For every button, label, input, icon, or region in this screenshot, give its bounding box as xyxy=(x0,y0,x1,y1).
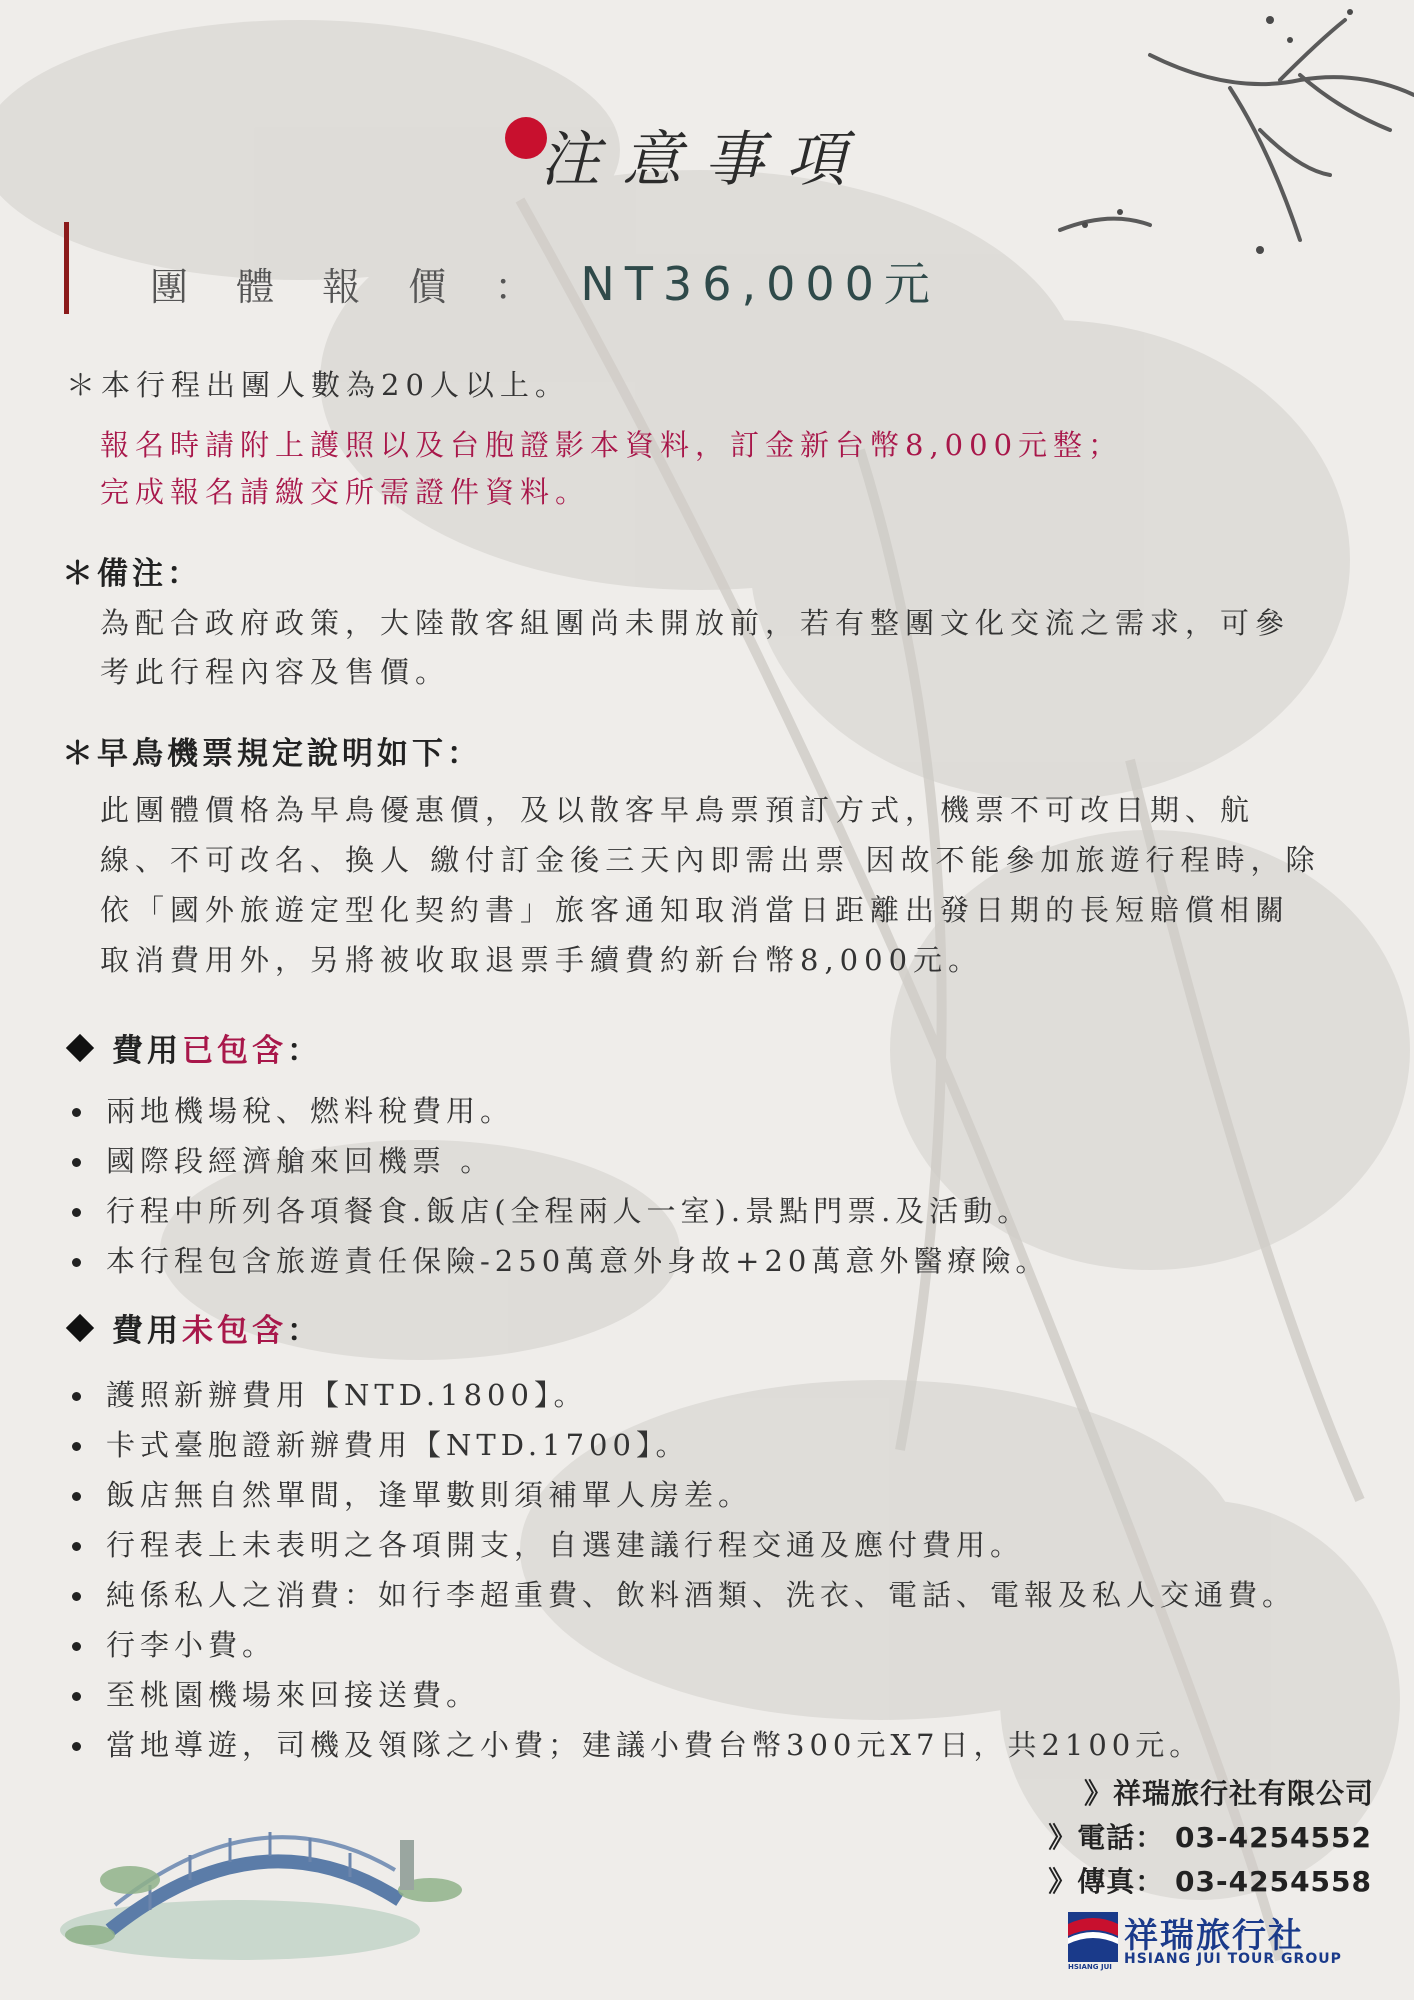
list-item: 本行程包含旅遊責任保險-250萬意外身故+20萬意外醫療險。 xyxy=(66,1236,1049,1286)
included-list xyxy=(66,1086,1049,1286)
diamond-bullet-icon xyxy=(66,1034,94,1062)
excluded-list xyxy=(66,1370,1296,1770)
early-bird-line-3: 依「國外旅遊定型化契約書」旅客通知取消當日距離出發日期的長短賠償相關 xyxy=(100,893,1291,927)
brand-logo-icon xyxy=(1068,1912,1118,1962)
list-item: 兩地機場稅、燃料稅費用。 xyxy=(66,1086,1049,1136)
list-item: 卡式臺胞證新辦費用【NTD.1700】。 xyxy=(66,1420,1296,1470)
logo-chinese-name: 祥瑞旅行社 xyxy=(1124,1916,1304,1956)
logo-small-text: HSIANG JUI xyxy=(1068,1963,1112,1971)
list-item: 行李小費。 xyxy=(66,1620,1296,1670)
early-bird-line-2: 線、不可改名、換人 繳付訂金後三天內即需出票 因故不能參加旅遊行程時，除 xyxy=(100,843,1321,877)
list-item: 行程表上未表明之各項開支，自選建議行程交通及應付費用。 xyxy=(66,1520,1296,1570)
early-bird-heading: ＊早鳥機票規定說明如下： xyxy=(62,736,482,772)
list-item: 當地導遊，司機及領隊之小費；建議小費台幣300元X7日，共2100元。 xyxy=(66,1720,1296,1770)
included-accent: 已包含 xyxy=(182,1033,287,1069)
list-item: 護照新辦費用【NTD.1800】。 xyxy=(66,1370,1296,1420)
early-bird-line-4: 取消費用外，另將被收取退票手續費約新台幣8,000元。 xyxy=(100,943,984,977)
excluded-accent: 未包含 xyxy=(182,1313,287,1349)
price-accent-bar xyxy=(64,222,69,314)
page-title: 注意事項 xyxy=(540,125,868,195)
bridge-illustration xyxy=(60,1832,462,1960)
included-heading: 費用已包含： xyxy=(62,1025,322,1070)
list-item: 國際段經濟艙來回機票 。 xyxy=(66,1136,1049,1186)
intro-deposit-note: 報名時請附上護照以及台胞證影本資料，訂金新台幣8,000元整； xyxy=(100,428,1124,462)
company-phone: 》電話： 03-4254552 xyxy=(1048,1821,1372,1854)
note-line-2: 考此行程內容及售價。 xyxy=(100,655,451,689)
early-bird-line-1: 此團體價格為早鳥優惠價，及以散客早鳥票預訂方式，機票不可改日期、航 xyxy=(100,793,1256,827)
note-line-1: 為配合政府政策，大陸散客組團尚未開放前，若有整團文化交流之需求，可參 xyxy=(100,606,1291,640)
note-heading: ＊備注： xyxy=(62,556,202,592)
group-price xyxy=(150,248,940,314)
company-name: 》祥瑞旅行社有限公司 xyxy=(1083,1777,1374,1810)
price-label: 團 體 報 價 ： xyxy=(150,265,551,309)
list-item: 飯店無自然單間，逢單數則須補單人房差。 xyxy=(66,1470,1296,1520)
list-item: 純係私人之消費：如行李超重費、飲料酒類、洗衣、電話、電報及私人交通費。 xyxy=(66,1570,1296,1620)
list-item: 至桃園機場來回接送費。 xyxy=(66,1670,1296,1720)
price-amount: NT36,000元 xyxy=(580,257,940,311)
company-fax: 》傳真： 03-4254558 xyxy=(1048,1865,1372,1898)
excluded-heading: 費用未包含： xyxy=(62,1305,322,1350)
list-item: 行程中所列各項餐食.飯店(全程兩人一室).景點門票.及活動。 xyxy=(66,1186,1049,1236)
intro-min-people: ＊本行程出團人數為20人以上。 xyxy=(66,368,570,402)
logo-english-name: HSIANG JUI TOUR GROUP xyxy=(1124,1951,1342,1967)
diamond-bullet-icon xyxy=(66,1314,94,1342)
intro-documents-note: 完成報名請繳交所需證件資料。 xyxy=(100,475,591,509)
